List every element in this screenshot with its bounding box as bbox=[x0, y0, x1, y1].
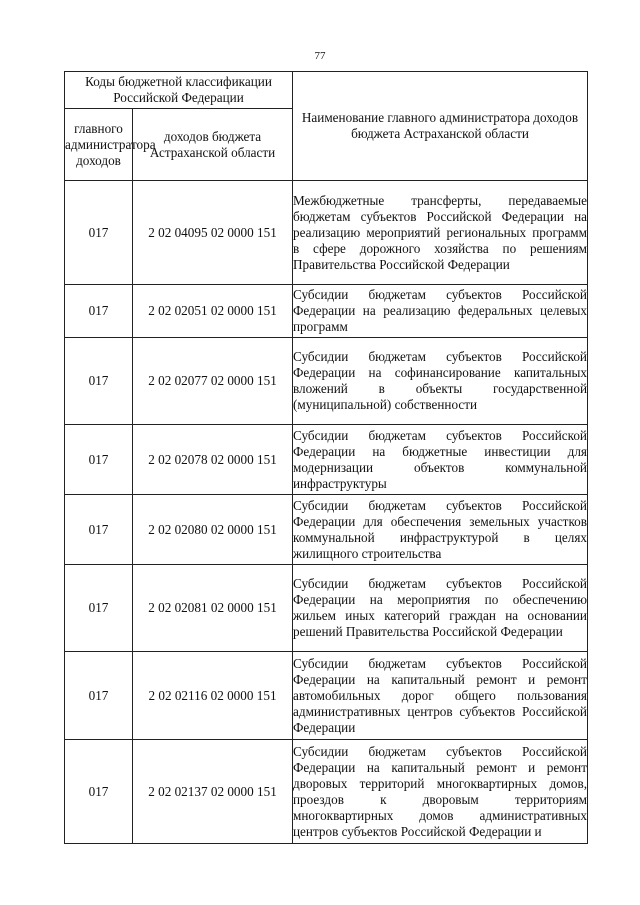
budget-classification-table bbox=[64, 71, 588, 844]
table-body bbox=[65, 181, 588, 844]
name-text: Субсидии бюджетам субъектов Российской Федерации на реализацию федеральных целевых программ bbox=[293, 287, 587, 334]
revenue-code-cell: 2 02 02080 02 0000 151 bbox=[133, 495, 293, 565]
admin-code-cell: 017 bbox=[65, 495, 133, 565]
name-cell bbox=[293, 652, 588, 740]
header-code-column: доходов бюджета Астраханской области bbox=[133, 109, 293, 181]
name-cell bbox=[293, 181, 588, 285]
name-text: Субсидии бюджетам субъектов Российской Федерации на мероприятия по обеспечению жильем иных категорий граждан на основании решений Правительства Российской Федерации bbox=[293, 576, 587, 639]
name-text: Субсидии бюджетам субъектов Российской Федерации на бюджетные инвестиции для модернизации объектов коммунальной инфраструктуры bbox=[293, 427, 587, 491]
name-text: Субсидии бюджетам субъектов Российской Федерации на капитальный ремонт и ремонт автомобильных дорог общего пользования административных центров субъектов Российской Федерации bbox=[293, 655, 587, 735]
page-number: 77 bbox=[314, 50, 326, 62]
admin-code-cell: 017 bbox=[65, 652, 133, 740]
admin-code-cell: 017 bbox=[65, 181, 133, 285]
header-group-title: Коды бюджетной классификации Российской Федерации bbox=[65, 72, 293, 109]
admin-code-cell: 017 bbox=[65, 565, 133, 652]
table-row bbox=[65, 285, 588, 338]
name-text: Субсидии бюджетам субъектов Российской Федерации для обеспечения земельных участков коммунальной инфраструктурой в целях жилищного строительства bbox=[293, 497, 587, 561]
name-text: Межбюджетные трансферты, передаваемые бюджетам субъектов Российской Федерации на реализацию мероприятий региональных программ в сфере дорожного хозяйства по решениям Правительства Российской Федерации bbox=[293, 192, 587, 272]
admin-code-cell: 017 bbox=[65, 338, 133, 425]
name-cell bbox=[293, 425, 588, 495]
revenue-code-cell: 2 02 02051 02 0000 151 bbox=[133, 285, 293, 338]
name-cell bbox=[293, 495, 588, 565]
header-admin-column: главного администратора доходов bbox=[65, 109, 133, 181]
revenue-code-cell: 2 02 02077 02 0000 151 bbox=[133, 338, 293, 425]
table-row bbox=[65, 495, 588, 565]
name-text: Субсидии бюджетам субъектов Российской Федерации на капитальный ремонт и ремонт дворовых территорий многоквартирных домов, проездов к дворовым территориям многоквартирных домов административных центров субъектов Российской Федерации и bbox=[293, 743, 587, 839]
revenue-code-cell: 2 02 04095 02 0000 151 bbox=[133, 181, 293, 285]
name-text: Субсидии бюджетам субъектов Российской Федерации на софинансирование капитальных вложений в объекты государственной (муниципальной) собственности bbox=[293, 349, 587, 412]
header-row-top bbox=[65, 72, 588, 109]
table-row bbox=[65, 425, 588, 495]
name-cell bbox=[293, 285, 588, 338]
table-row bbox=[65, 565, 588, 652]
admin-code-cell: 017 bbox=[65, 285, 133, 338]
table-row bbox=[65, 652, 588, 740]
table-row bbox=[65, 181, 588, 285]
table-row bbox=[65, 740, 588, 844]
admin-code-cell: 017 bbox=[65, 425, 133, 495]
table-row bbox=[65, 338, 588, 425]
revenue-code-cell: 2 02 02137 02 0000 151 bbox=[133, 740, 293, 844]
table-header bbox=[65, 72, 588, 181]
header-name-column: Наименование главного администратора доходов бюджета Астраханской области bbox=[293, 72, 588, 181]
revenue-code-cell: 2 02 02081 02 0000 151 bbox=[133, 565, 293, 652]
admin-code-cell: 017 bbox=[65, 740, 133, 844]
name-cell bbox=[293, 338, 588, 425]
name-cell bbox=[293, 740, 588, 844]
revenue-code-cell: 2 02 02116 02 0000 151 bbox=[133, 652, 293, 740]
name-cell bbox=[293, 565, 588, 652]
revenue-code-cell: 2 02 02078 02 0000 151 bbox=[133, 425, 293, 495]
